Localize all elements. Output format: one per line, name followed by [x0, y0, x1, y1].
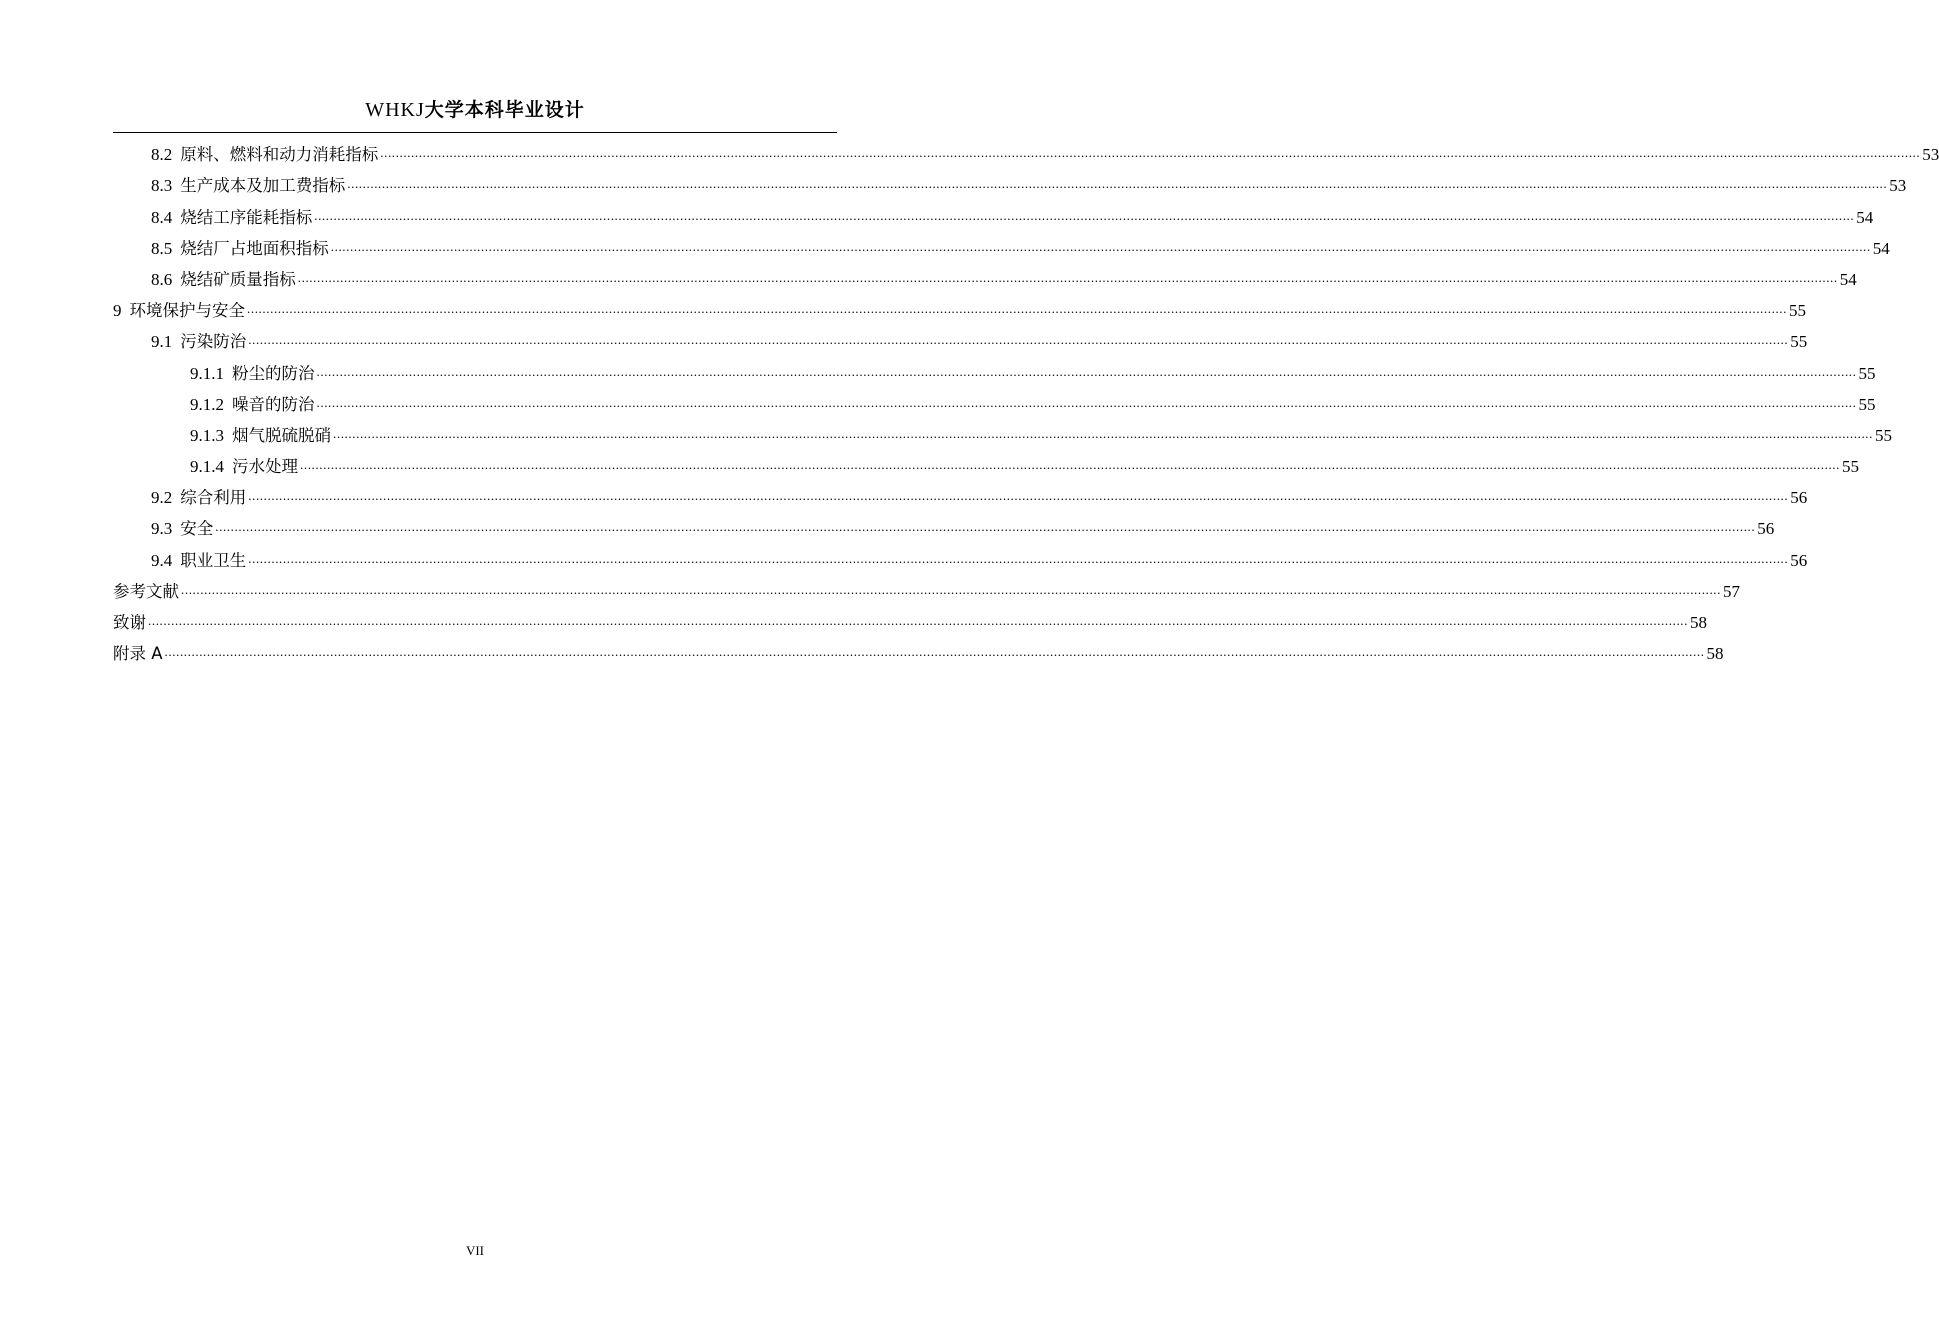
toc-dot-leader: ................................................................................................................................................................................................................................................................................................................................................................................................................	[347, 176, 1888, 192]
toc-entry[interactable]	[113, 540, 1808, 571]
toc-entry-number: 9.3	[151, 519, 173, 539]
toc-entry[interactable]	[113, 135, 1939, 166]
toc-entry-number: 9.1.4	[190, 457, 224, 477]
toc-entry-label: 职业卫生	[180, 550, 247, 570]
toc-entry-label: 参考文献	[113, 581, 179, 601]
toc-entry-label: 污染防治	[180, 332, 247, 352]
toc-dot-leader: ................................................................................................................................................................................................................................................................................................................................................................................................................	[248, 488, 1789, 504]
table-of-contents	[113, 135, 1939, 665]
toc-entry-number: 9.1.2	[190, 394, 224, 414]
toc-entry-page: 58	[1706, 644, 1724, 664]
toc-entry[interactable]	[113, 478, 1808, 509]
toc-dot-leader: ................................................................................................................................................................................................................................................................................................................................................................................................................	[297, 269, 1838, 285]
toc-entry[interactable]	[113, 322, 1808, 353]
toc-entry-number: 9.2	[151, 488, 173, 508]
toc-dot-leader: ................................................................................................................................................................................................................................................................................................................................................................................................................	[300, 457, 1840, 473]
toc-entry-page: 58	[1690, 613, 1707, 632]
toc-dot-leader: ................................................................................................................................................................................................................................................................................................................................................................................................................	[314, 207, 1855, 223]
toc-entry[interactable]	[113, 291, 1806, 322]
toc-dot-leader: ................................................................................................................................................................................................................................................................................................................................................................................................................	[248, 332, 1789, 348]
toc-entry-page: 55	[1789, 301, 1806, 321]
toc-dot-leader: ................................................................................................................................................................................................................................................................................................................................................................................................................	[316, 363, 1857, 379]
toc-entry-label: 烧结矿质量指标	[180, 269, 296, 289]
toc-entry[interactable]	[113, 572, 1740, 603]
header-title-cjk: 大学本科毕业设计	[424, 99, 585, 121]
toc-entry[interactable]	[113, 634, 1724, 665]
toc-dot-leader: ................................................................................................................................................................................................................................................................................................................................................................................................................	[330, 238, 1871, 254]
toc-entry-number: 9	[113, 301, 122, 321]
toc-entry[interactable]	[113, 260, 1857, 291]
toc-entry[interactable]	[113, 385, 1876, 416]
toc-dot-leader: ................................................................................................................................................................................................................................................................................................................................................................................................................	[181, 581, 1721, 597]
toc-entry-page: 56	[1757, 519, 1775, 539]
toc-entry[interactable]	[113, 416, 1892, 447]
toc-entry-label: 烧结厂占地面积指标	[180, 238, 329, 258]
toc-entry[interactable]	[113, 229, 1890, 260]
toc-entry[interactable]	[113, 166, 1907, 197]
toc-entry-label: 致谢	[113, 613, 146, 632]
toc-entry-label: 原料、燃料和动力消耗指标	[180, 145, 379, 165]
toc-entry-page: 55	[1858, 363, 1876, 383]
toc-dot-leader: ................................................................................................................................................................................................................................................................................................................................................................................................................	[148, 613, 1688, 628]
toc-entry-label: 烧结工序能耗指标	[180, 207, 313, 227]
header-title	[365, 95, 585, 122]
toc-entry-page: 56	[1790, 550, 1808, 570]
toc-entry[interactable]	[113, 353, 1876, 384]
header-title-latin: WHKJ	[365, 99, 425, 121]
toc-dot-leader: ................................................................................................................................................................................................................................................................................................................................................................................................................	[380, 145, 1921, 161]
toc-entry-number: 8.3	[151, 176, 173, 196]
toc-entry-number: 9.1.3	[190, 425, 224, 445]
toc-entry-page: 54	[1872, 238, 1890, 258]
toc-entry-number: 8.6	[151, 269, 173, 289]
toc-dot-leader: ................................................................................................................................................................................................................................................................................................................................................................................................................	[333, 425, 1873, 441]
toc-entry-label: 生产成本及加工费指标	[180, 176, 346, 196]
page-number: VII	[465, 1243, 485, 1258]
toc-entry-label: 烟气脱硫脱硝	[232, 425, 331, 445]
toc-entry-page: 56	[1790, 488, 1808, 508]
toc-entry-label: 环境保护与安全	[129, 301, 245, 321]
toc-entry-number: 9.4	[151, 550, 173, 570]
toc-entry-page: 54	[1856, 207, 1874, 227]
toc-entry-page: 55	[1790, 332, 1808, 352]
toc-dot-leader: ................................................................................................................................................................................................................................................................................................................................................................................................................	[164, 644, 1705, 660]
toc-entry-label: 安全	[180, 519, 214, 539]
toc-entry-label: 粉尘的防治	[232, 363, 315, 383]
toc-entry[interactable]	[113, 509, 1775, 540]
toc-entry-label: 噪音的防治	[232, 394, 315, 414]
toc-entry-number: 8.4	[151, 207, 173, 227]
toc-entry-page: 57	[1723, 581, 1740, 601]
toc-entry-page: 54	[1839, 269, 1857, 289]
toc-dot-leader: ................................................................................................................................................................................................................................................................................................................................................................................................................	[248, 550, 1789, 566]
toc-entry-number: 8.2	[151, 145, 173, 165]
toc-entry[interactable]	[113, 603, 1707, 634]
toc-entry[interactable]	[113, 197, 1874, 228]
page-header	[113, 92, 837, 133]
toc-entry-label: 附录 A	[113, 644, 163, 664]
toc-entry-page: 55	[1842, 457, 1859, 477]
toc-entry-page: 55	[1858, 394, 1876, 414]
toc-entry-number: 9.1.1	[190, 363, 224, 383]
toc-entry-page: 55	[1875, 425, 1892, 445]
toc-entry-number: 8.5	[151, 238, 173, 258]
toc-entry-label: 污水处理	[232, 457, 298, 477]
toc-entry[interactable]	[113, 447, 1859, 478]
toc-dot-leader: ................................................................................................................................................................................................................................................................................................................................................................................................................	[316, 394, 1857, 410]
toc-dot-leader: ................................................................................................................................................................................................................................................................................................................................................................................................................	[247, 301, 1787, 317]
toc-entry-number: 9.1	[151, 332, 173, 352]
toc-entry-page: 53	[1889, 176, 1907, 196]
toc-entry-label: 综合利用	[180, 488, 247, 508]
toc-entry-page: 53	[1922, 145, 1939, 165]
toc-dot-leader: ................................................................................................................................................................................................................................................................................................................................................................................................................	[215, 519, 1756, 535]
